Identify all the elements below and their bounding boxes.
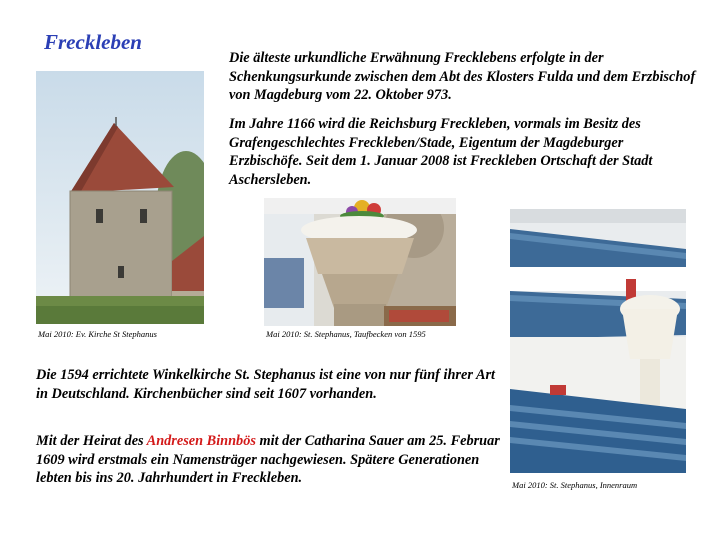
- interior-photo: [510, 209, 686, 473]
- paragraph-reichsburg: Im Jahre 1166 wird die Reichsburg Freckleben, vormals im Besitz des Grafengeschlechtes Freckleben/Stade, Eigentum der Magdeburger Erzbischöfe. Seit dem 1. Januar 2008 ist Freckleben Ortschaft der Stadt Aschersleben.: [229, 116, 653, 188]
- caption-interior: Mai 2010: St. Stephanus, Innenraum: [512, 480, 638, 490]
- paragraph-binnboes-before: Mit der Heirat des: [36, 433, 147, 449]
- highlighted-name: Andresen Binnbös: [146, 433, 256, 449]
- paragraph-winkelkirche: Die 1594 errichtete Winkelkirche St. Stephanus ist eine von nur fünf ihrer Art in Deutschland. Kirchenbücher sind seit 1607 vorhanden.: [36, 367, 496, 402]
- paragraph-binnboes-after: mit der Catharina Sauer am 25. Februar 1609 wird erstmals ein Namensträger nachgewiesen. Spätere Generationen lebten bis ins 20. Jahrhundert in Freckleben.: [36, 433, 500, 486]
- page-title: Freckleben: [44, 30, 142, 54]
- church-photo: [36, 71, 204, 324]
- paragraph-first-mention: Die älteste urkundliche Erwähnung Frecklebens erfolgte in der Schenkungsurkunde zwischen dem Abt des Klosters Fulda und dem Erzbischof von Magdeburg vom 22. Oktober 973.: [229, 50, 696, 103]
- paragraph-binnboes: [36, 432, 506, 488]
- caption-font: Mai 2010: St. Stephanus, Taufbecken von 1595: [266, 329, 426, 339]
- caption-church: Mai 2010: Ev. Kirche St Stephanus: [38, 329, 157, 339]
- baptismal-font-photo: [264, 198, 456, 326]
